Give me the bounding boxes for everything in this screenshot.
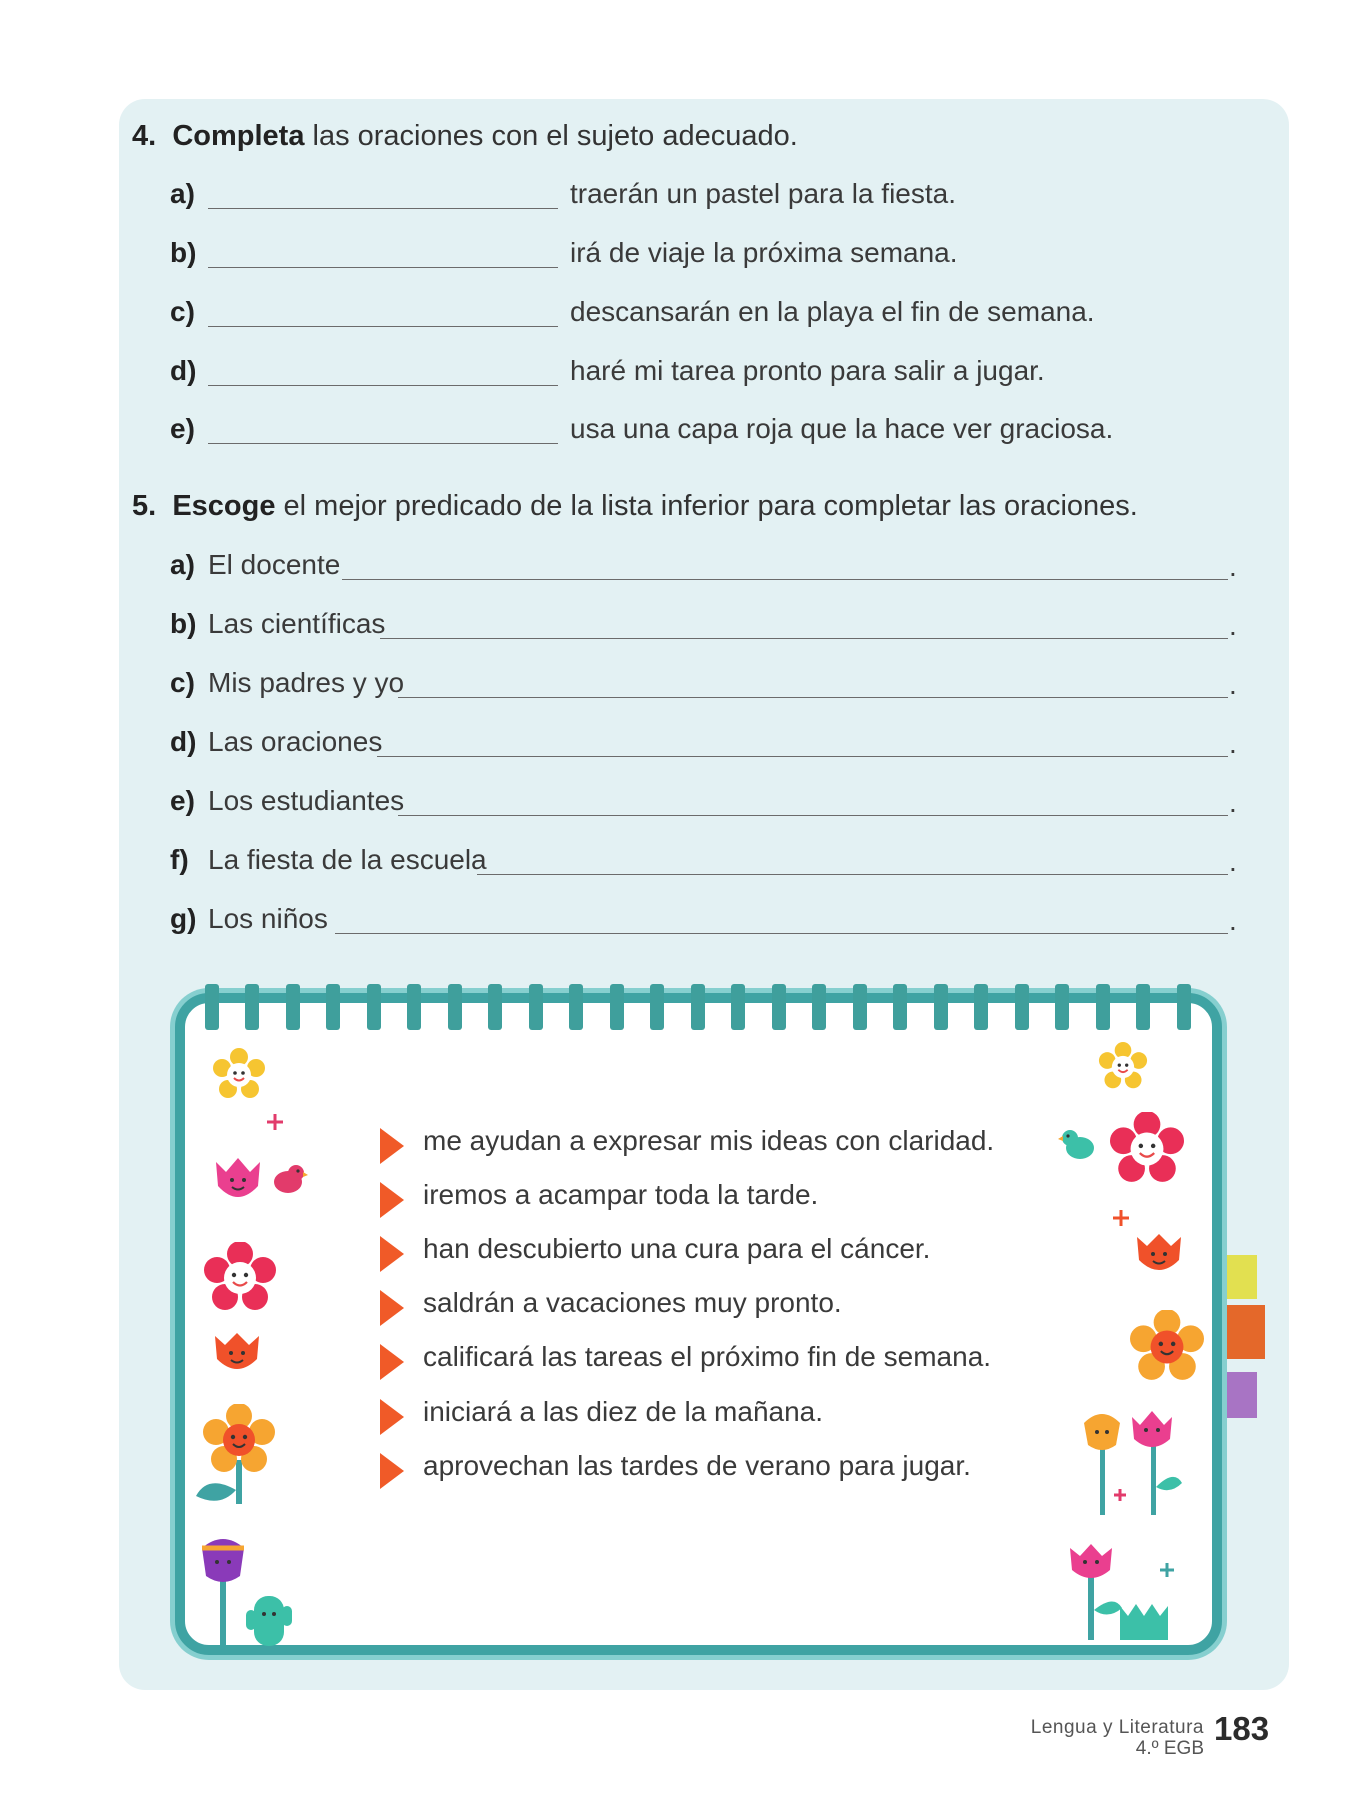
spiral-ring [448,984,462,1030]
spiral-ring [529,984,543,1030]
answer-blank[interactable] [477,874,1228,875]
answer-blank[interactable] [208,208,558,209]
spiral-ring [934,984,948,1030]
item-period: . [1229,905,1237,936]
footer-grade: 4.º EGB [1135,1738,1204,1759]
spiral-ring [772,984,786,1030]
item-subject: Los niños [208,903,328,934]
arrow-right-icon [380,1399,404,1435]
spiral-ring [245,984,259,1030]
arrow-right-icon [380,1182,404,1218]
item-predicate: traerán un pastel para la fiesta. [570,178,957,209]
spiral-ring [1096,984,1110,1030]
item-subject: El docente [208,549,341,580]
item-period: . [1229,728,1237,759]
spiral-ring [812,984,826,1030]
spiral-ring [974,984,988,1030]
tulip-pair-icon [1078,1405,1188,1515]
spiral-ring [1015,984,1029,1030]
item-letter: b) [170,608,197,639]
arrow-right-icon [380,1236,404,1272]
item-predicate: descansarán en la playa el fin de semana. [570,296,1095,327]
predicate-text: calificará las tareas el próximo fin de semana. [423,1341,992,1372]
item-subject: Mis padres y yo [208,667,405,698]
red-flower-icon [204,1242,276,1314]
item-subject: La fiesta de la escuela [208,844,487,875]
spiral-ring [650,984,664,1030]
item-letter: a) [170,549,195,580]
orange-flower-icon [1130,1310,1204,1384]
predicate-text: me ayudan a expresar mis ideas con claridad. [423,1125,995,1156]
predicate-text: iremos a acampar toda la tarde. [423,1179,819,1210]
predicate-text: saldrán a vacaciones muy pronto. [423,1287,842,1318]
spiral-ring [1136,984,1150,1030]
spiral-ring [610,984,624,1030]
item-subject: Las oraciones [208,726,383,757]
item-period: . [1229,610,1237,641]
pink-bird-icon [268,1160,308,1198]
spiral-ring [326,984,340,1030]
answer-blank[interactable] [398,815,1228,816]
exercise-4-instruction: las oraciones con el sujeto adecuado. [312,120,798,152]
item-predicate: haré mi tarea pronto para salir a jugar. [570,355,1045,386]
item-letter: d) [170,726,197,757]
item-letter: f) [170,844,189,875]
spiral-ring [893,984,907,1030]
item-letter: e) [170,413,195,444]
answer-blank[interactable] [335,933,1228,934]
item-period: . [1229,787,1237,818]
answer-blank[interactable] [208,385,558,386]
item-letter: c) [170,296,195,327]
green-bird-icon [1058,1124,1100,1166]
spiral-ring [1177,984,1191,1030]
answer-blank[interactable] [377,756,1228,757]
yellow-flower-icon [212,1048,266,1102]
footer-subject: Lengua y Literatura [1030,1717,1204,1738]
pink-tulip-icon [212,1156,264,1206]
yellow-flower-icon [1098,1042,1148,1092]
spiral-ring [853,984,867,1030]
item-letter: b) [170,237,197,268]
arrow-right-icon [380,1290,404,1326]
spiral-ring [691,984,705,1030]
orange-flower-icon [194,1404,286,1504]
spiral-ring [205,984,219,1030]
plus-sparkle-icon [265,1112,285,1132]
answer-blank[interactable] [208,267,558,268]
exercise-4-verb: Completa [172,120,305,152]
item-letter: g) [170,903,197,934]
item-period: . [1229,669,1237,700]
answer-blank[interactable] [398,697,1228,698]
spiral-ring [1055,984,1069,1030]
purple-flower-cactus-icon [200,1536,300,1646]
predicate-text: iniciará a las diez de la mañana. [423,1396,824,1427]
red-flower-icon [1110,1112,1184,1186]
item-letter: e) [170,785,195,816]
item-predicate: irá de viaje la próxima semana. [570,237,958,268]
exercise-5-instruction: el mejor predicado de la lista inferior para completar las oraciones. [283,490,1138,522]
plus-sparkle-icon [1111,1208,1131,1228]
exercise-5-verb: Escoge [172,490,276,522]
item-letter: d) [170,355,197,386]
exercise-5-title [132,490,1138,523]
arrow-right-icon [380,1128,404,1164]
item-letter: c) [170,667,195,698]
spiral-ring [407,984,421,1030]
item-letter: a) [170,178,195,209]
spiral-ring [569,984,583,1030]
item-subject: Los estudiantes [208,785,405,816]
exercise-5-number: 5. [132,490,157,522]
item-period: . [1229,551,1237,582]
item-period: . [1229,846,1237,877]
predicate-text: aprovechan las tardes de verano para jugar. [423,1450,971,1481]
spiral-ring [488,984,502,1030]
answer-blank[interactable] [380,638,1228,639]
predicate-text: han descubierto una cura para el cáncer. [423,1233,931,1264]
spiral-ring [286,984,300,1030]
answer-blank[interactable] [208,326,558,327]
answer-blank[interactable] [208,443,558,444]
tulip-grass-icon [1050,1540,1180,1640]
arrow-right-icon [380,1453,404,1489]
arrow-right-icon [380,1344,404,1380]
page-number: 183 [1214,1710,1270,1747]
spiral-rings [205,984,1195,1030]
orange-tulip-icon [212,1331,262,1381]
item-predicate: usa una capa roja que la hace ver graciosa. [570,413,1114,444]
spiral-ring [731,984,745,1030]
spiral-ring [367,984,381,1030]
answer-blank[interactable] [342,579,1228,580]
item-subject: Las científicas [208,608,386,639]
exercise-4-number: 4. [132,120,157,152]
exercise-4-title [132,120,798,153]
orange-tulip-icon [1134,1232,1184,1282]
